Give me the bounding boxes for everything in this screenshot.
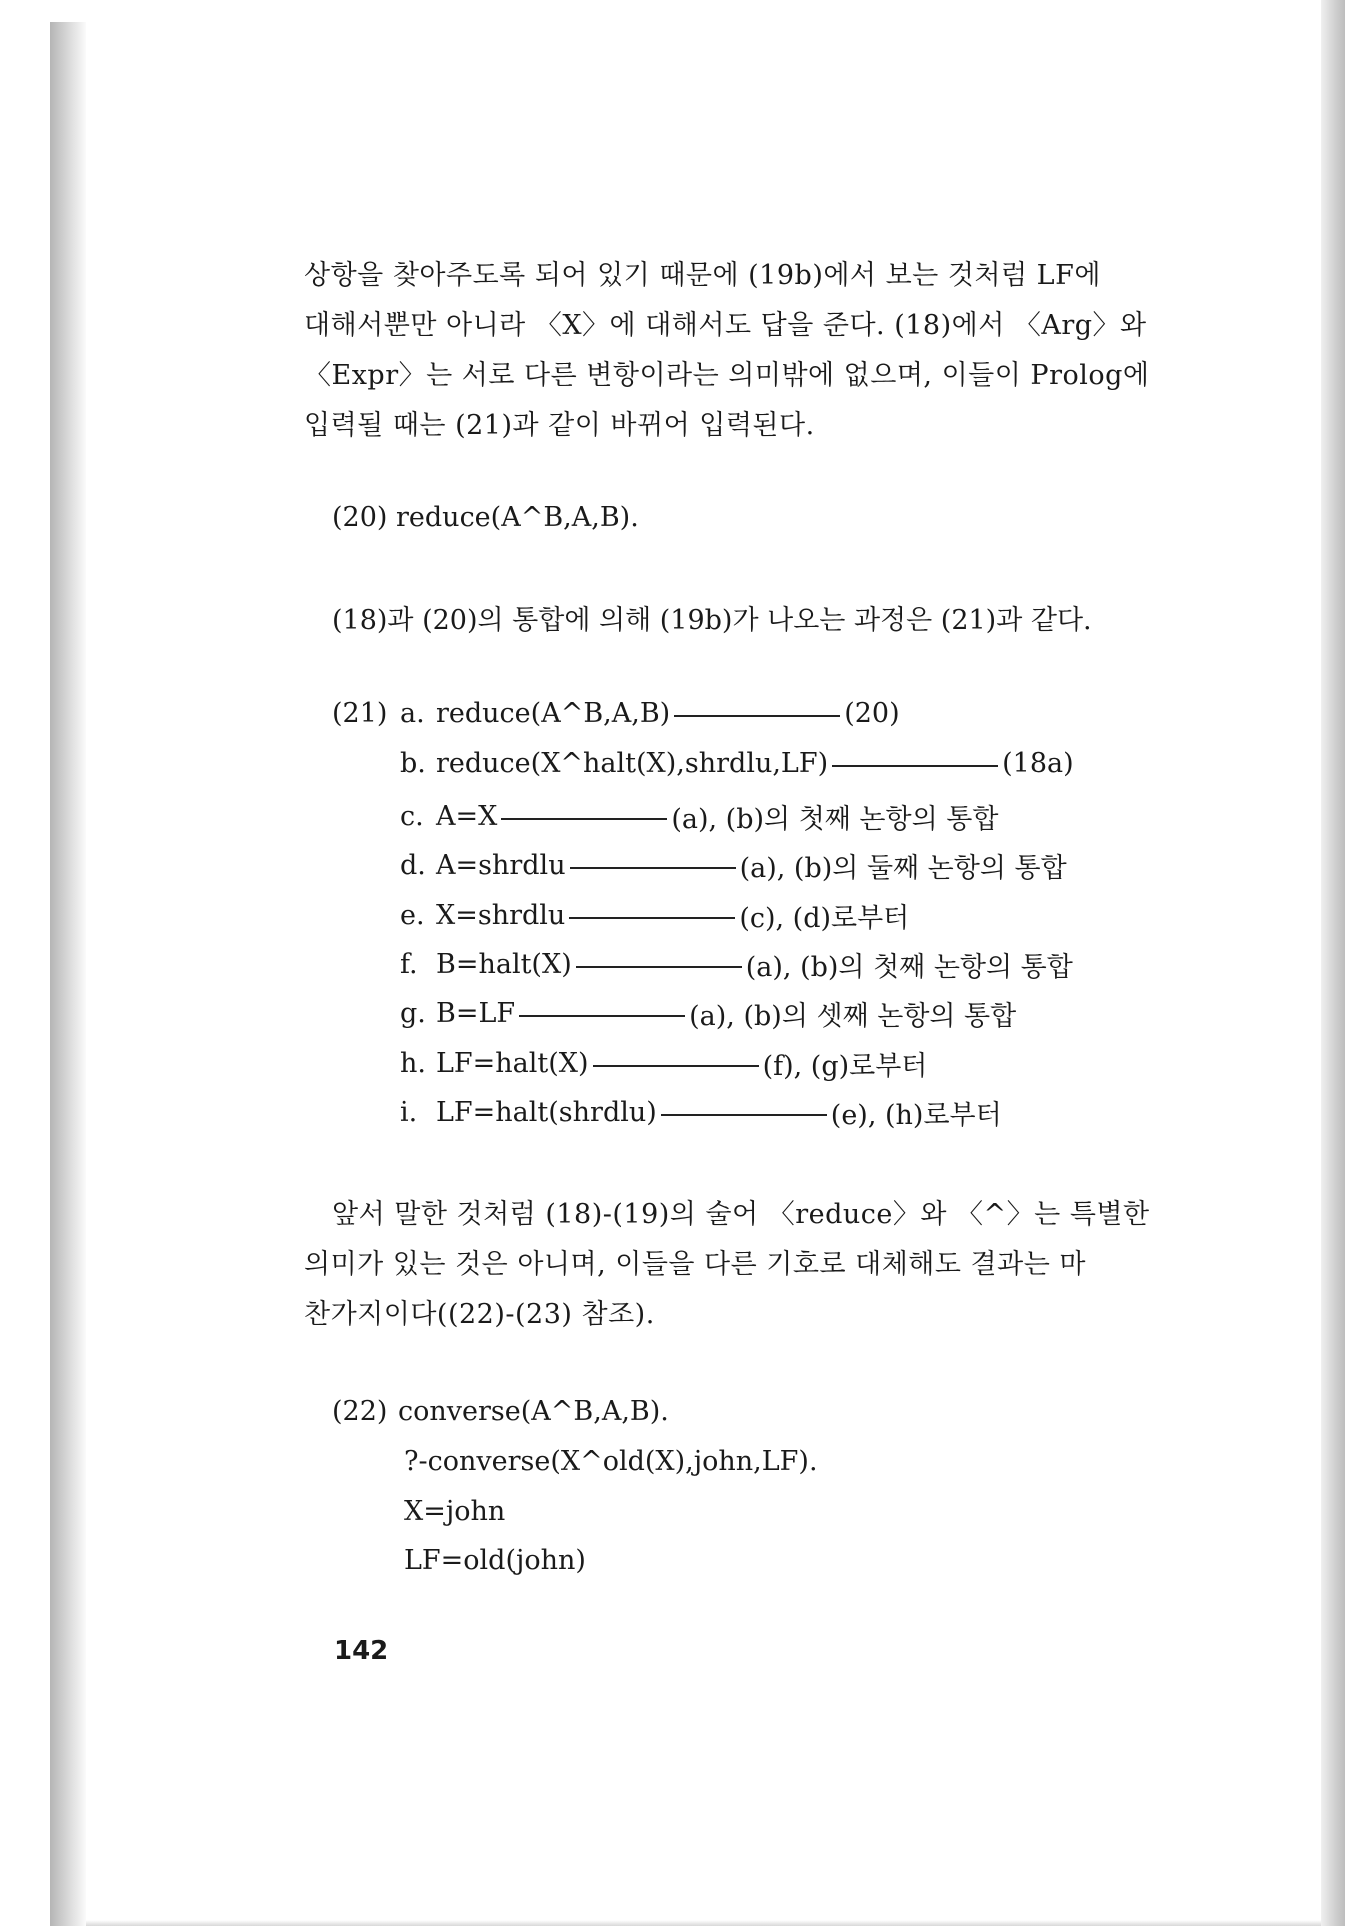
- example-21-item-i: [400, 1093, 1002, 1132]
- item-label: f.: [400, 949, 418, 980]
- example-21-item-a: [400, 698, 900, 729]
- leader-line: [661, 1114, 827, 1116]
- leader-line: [576, 966, 742, 968]
- paragraph-line: 대해서뿐만 아니라 〈X〉에 대해서도 답을 준다. (18)에서 〈Arg〉와: [304, 310, 1147, 341]
- example-22-number: (22): [332, 1396, 388, 1427]
- example-21-item-c: [400, 797, 998, 836]
- item-expression: A=shrdlu: [436, 850, 566, 881]
- example-21-item-e: [400, 896, 909, 935]
- paragraph-line: 의미가 있는 것은 아니며, 이들을 다른 기호로 대체해도 결과는 마: [304, 1249, 1086, 1280]
- item-note: (a), (b)의 셋째 논항의 통합: [689, 1001, 1017, 1032]
- leader-line: [501, 818, 667, 820]
- item-expression: LF=halt(X): [436, 1048, 589, 1079]
- example-22-line: converse(A^B,A,B).: [398, 1396, 669, 1427]
- item-expression: B=halt(X): [436, 949, 572, 980]
- leader-line: [832, 765, 998, 767]
- item-label: h.: [400, 1048, 426, 1079]
- example-21-item-d: [400, 846, 1067, 885]
- item-note: (a), (b)의 둘째 논항의 통합: [739, 853, 1067, 884]
- page-number: 142: [334, 1636, 389, 1666]
- example-21-item-b: [400, 748, 1074, 779]
- item-note: (18a): [1002, 748, 1074, 779]
- paragraph-line: 앞서 말한 것처럼 (18)-(19)의 술어 〈reduce〉와 〈^〉는 특별한: [332, 1199, 1150, 1230]
- item-expression: reduce(X^halt(X),shrdlu,LF): [436, 748, 829, 779]
- item-label: g.: [400, 998, 426, 1029]
- item-note: (a), (b)의 첫째 논항의 통합: [745, 952, 1073, 983]
- paragraph-line: 〈Expr〉는 서로 다른 변항이라는 의미밖에 없으며, 이들이 Prolog에: [304, 360, 1150, 391]
- item-note: (20): [844, 698, 900, 729]
- example-22-line: ?-converse(X^old(X),john,LF).: [404, 1446, 818, 1477]
- item-expression: LF=halt(shrdlu): [436, 1097, 657, 1128]
- item-note: (f), (g)로부터: [762, 1051, 928, 1082]
- item-expression: reduce(A^B,A,B): [436, 698, 671, 729]
- item-note: (a), (b)의 첫째 논항의 통합: [671, 804, 999, 835]
- leader-line: [569, 917, 735, 919]
- item-expression: X=shrdlu: [436, 900, 566, 931]
- leader-line: [674, 715, 840, 717]
- leader-line: [593, 1065, 759, 1067]
- item-note: (c), (d)로부터: [739, 903, 910, 934]
- paragraph-line: 입력될 때는 (21)과 같이 바뀌어 입력된다.: [304, 410, 815, 441]
- example-21-number: (21): [332, 698, 388, 729]
- item-expression: A=X: [436, 801, 498, 832]
- item-expression: B=LF: [436, 998, 516, 1029]
- example-22-line: LF=old(john): [404, 1545, 586, 1576]
- example-20: (20) reduce(A^B,A,B).: [332, 502, 639, 533]
- paragraph-line: 찬가지이다((22)-(23) 참조).: [304, 1299, 655, 1330]
- example-21-item-g: [400, 994, 1016, 1033]
- example-21-item-f: [400, 945, 1073, 984]
- example-21-item-h: [400, 1044, 927, 1083]
- paragraph-line: 상항을 찾아주도록 되어 있기 때문에 (19b)에서 보는 것처럼 LF에: [304, 260, 1101, 291]
- item-note: (e), (h)로부터: [830, 1100, 1002, 1131]
- item-label: e.: [400, 900, 425, 931]
- item-label: b.: [400, 748, 426, 779]
- leader-line: [519, 1015, 685, 1017]
- paragraph-2: (18)과 (20)의 통합에 의해 (19b)가 나오는 과정은 (21)과 같다.: [332, 605, 1092, 636]
- leader-line: [570, 867, 736, 869]
- item-label: d.: [400, 850, 426, 881]
- example-22-line: X=john: [404, 1496, 506, 1527]
- item-label: i.: [400, 1097, 418, 1128]
- item-label: c.: [400, 801, 424, 832]
- item-label: a.: [400, 698, 425, 729]
